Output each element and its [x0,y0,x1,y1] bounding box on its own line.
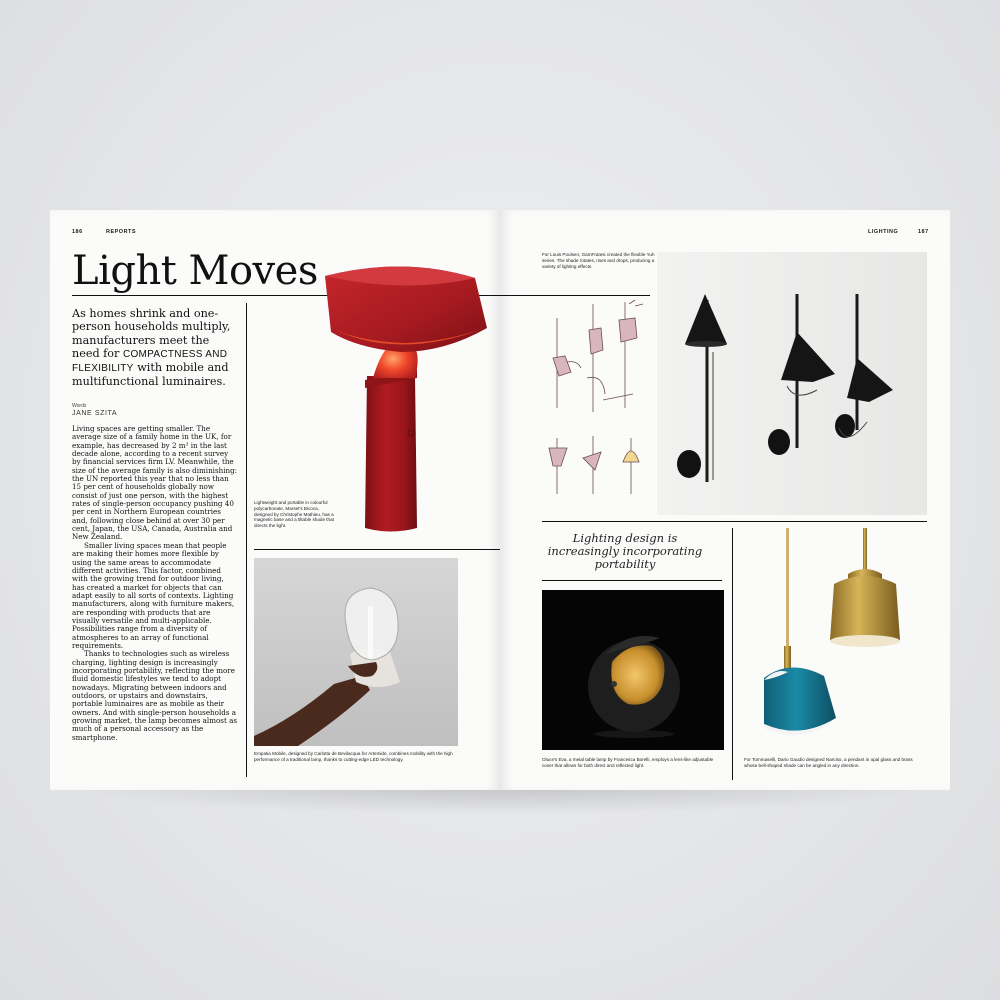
caption-empatia: Empatia Mobile, designed by Carlotta de Bevilacqua for Artemide, combines mobility with the high performance of a traditional lamp, thanks to cutting-edge LED technology. [254,751,453,762]
standfirst-lead: As homes shrink and one-person households multiply, manufacturers meet the need for [72,307,231,360]
page-number-left: 186 [72,229,83,235]
article-title: Light Moves [72,248,318,294]
title-rule-continued [500,295,650,296]
eva-lamp-photo [542,590,724,750]
yuh-sketches [545,298,655,498]
standfirst-highlight: COMPACTNESS AND FLEXIBILITY [72,348,228,375]
image-rule [254,549,500,550]
caption-eva: Oluce's Eva, a metal table lamp by Francesca Borelli, employs a lens-like adjustable cover that allows for both direct and reflected light. [542,757,714,768]
right-page [500,210,950,790]
caption-narciso: For Tommaselli, Dario Gaudio designed Narciso, a pendant in opal glass and brass whose bell-shaped shade can be angled in any direction. [744,757,913,768]
standfirst [72,307,234,389]
words-label: Words [72,403,87,409]
yuh-lamps-photo [657,252,927,515]
pull-quote-top-rule [542,521,927,522]
article-body [72,425,238,742]
column-divider [246,303,247,777]
page-number-right: 187 [918,229,929,235]
caption-bicoca: Lightweight and portable in colourful polycarbonate, Marset's Bicoca, designed by Christophe Mathieu, has a magnetic base and a tiltable shade that directs the light. [254,500,334,529]
section-label-reports: REPORTS [106,229,137,235]
author-byline: JANE SZITA [72,410,118,417]
body-paragraph: Smaller living spaces mean that people are making their homes more flexible by using the same areas to accommodate different activities. This factor, combined with the growing trend for outdoor living, has created a market for objects that can adapt easily to all sorts of contexts. Lighting manufacturers, along with furniture makers, are responding with products that are visually versatile and multi-applicable. Possibilities range from a diversity of atmospheres to an array of functional requirements. [72,540,235,650]
bicoca-lamp-photo [305,248,495,538]
left-page [50,210,500,790]
caption-yuh: For Louis Poulsen, GamFratesi created the flexible Yuh series. The shade rotates, rises and drops, producing a variety of lighting effects. [542,252,655,269]
narciso-lamps-photo [740,528,930,750]
empatia-lamp-photo [254,558,458,746]
body-paragraph: Thanks to technologies such as wireless charging, lighting design is increasingly incorporating portability, reflecting the more fluid domestic lifestyles we tend to adopt nowadays. Migrating between indoors and outdoors, or upstairs and downstairs, portable luminaires are as mobile as their owners. And with single-person households a growing market, the lamp becomes almost as much of a personal accessory as the smartphone. [72,649,238,742]
body-paragraph: Living spaces are getting smaller. The average size of a family home in the UK, for example, has decreased by 2 m² in the last decade alone, according to a recent survey by financial services firm LV. Meanwhile, the size of the average family is also diminishing: the UN reported this year that no less than 15 per cent of households globally now consist of just one person, with the highest rates of single-person occupancy pushing 40 per cent in Northern European countries and, following close behind at over 30 per cent, Japan, the USA, Canada, Australia and New Zealand. [72,424,238,542]
pull-quote: Lighting design is increasingly incorporating portability [547,531,703,571]
standfirst-tail: with mobile and multifunctional luminaires. [72,361,229,389]
pull-quote-bottom-rule [542,580,722,581]
section-label-lighting: LIGHTING [868,229,899,235]
right-column-divider [732,528,733,780]
